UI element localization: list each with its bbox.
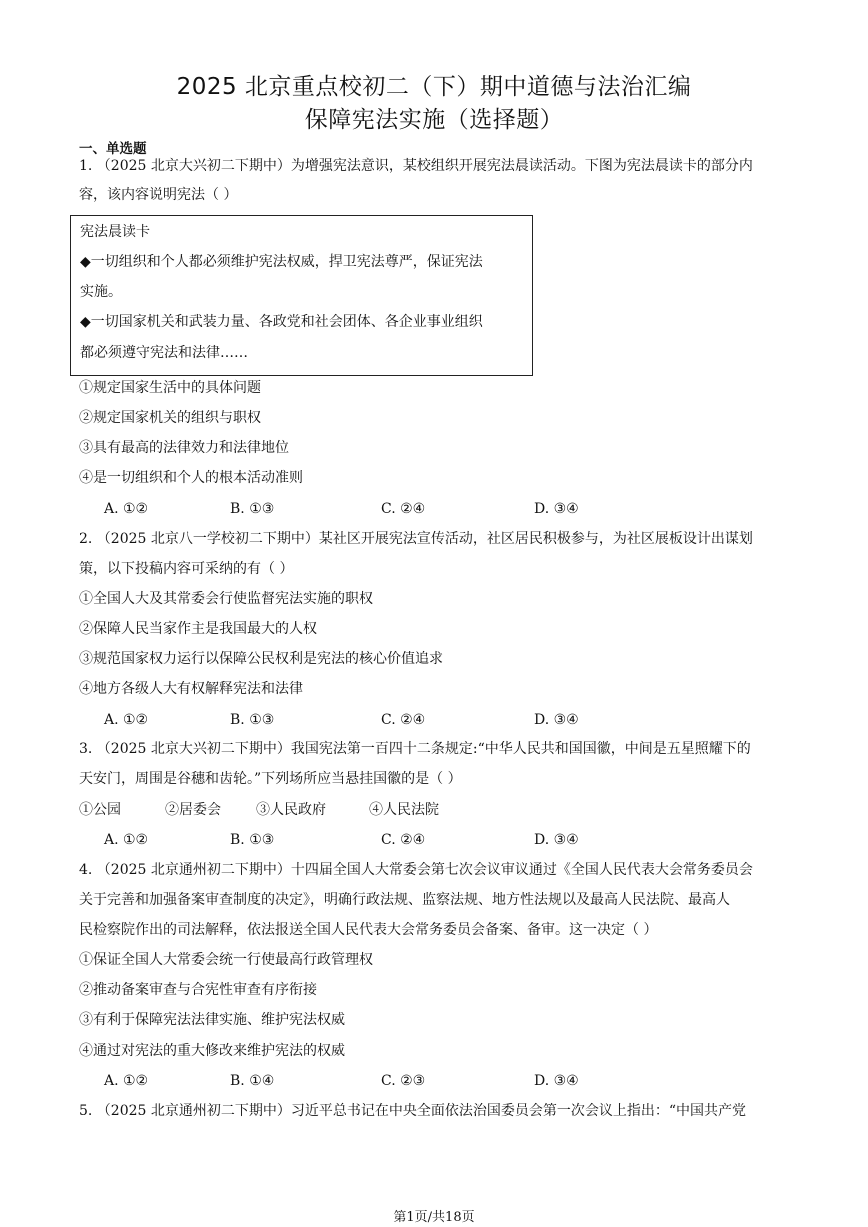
option-a[interactable]: A. ①② [104, 501, 149, 517]
document-subtitle: 保障宪法实施（选择题） [304, 107, 564, 133]
statement: ①公园 [79, 802, 121, 818]
question-stem: 4. （2025 北京通州初二下期中）十四届全国人大常委会第七次会议审议通过《全国人民代表大会常务委员会 [79, 862, 753, 878]
page-footer: 第1页/共18页 [393, 1210, 475, 1225]
reading-card-line: 都必须遵守宪法和法律…… [80, 345, 248, 361]
question-stem: 2. （2025 北京八一学校初二下期中）某社区开展宪法宣传活动，社区居民积极参与，为社区展板设计出谋划 [79, 531, 753, 547]
question-stem: 容，该内容说明宪法（ ） [79, 187, 238, 203]
section-heading: 一、单选题 [79, 141, 147, 157]
option-a[interactable]: A. ①② [104, 832, 149, 848]
reading-card-line: ◆一切国家机关和武装力量、各政党和社会团体、各企业事业组织 [80, 314, 483, 330]
option-c[interactable]: C. ②④ [381, 832, 426, 848]
statement: ②居委会 [165, 802, 221, 818]
statement: ③有利于保障宪法法律实施、维护宪法权威 [79, 1012, 345, 1028]
question-stem: 关于完善和加强备案审查制度的决定》，明确行政法规、监察法规、地方性法规以及最高人民法院、最高人 [79, 892, 730, 908]
option-d[interactable]: D. ③④ [534, 501, 579, 517]
document-title: 2025 北京重点校初二（下）期中道德与法治汇编 [176, 74, 692, 100]
option-b[interactable]: B. ①④ [230, 1073, 275, 1089]
option-a[interactable]: A. ①② [104, 1073, 149, 1089]
statement: ②保障人民当家作主是我国最大的人权 [79, 621, 317, 637]
question-stem: 5. （2025 北京通州初二下期中）习近平总书记在中央全面依法治国委员会第一次会议上指出：“中国共产党 [79, 1103, 747, 1119]
statement: ④人民法院 [369, 802, 439, 818]
option-c[interactable]: C. ②③ [381, 1073, 426, 1089]
question-stem: 天安门，周围是谷穗和齿轮。”下列场所应当悬挂国徽的是（ ） [79, 771, 462, 787]
question-stem: 民检察院作出的司法解释，依法报送全国人民代表大会常务委员会备案、备审。这一决定（ ） [79, 922, 658, 938]
reading-card-line: 实施。 [80, 284, 122, 300]
statement: ②规定国家机关的组织与职权 [79, 410, 261, 426]
option-d[interactable]: D. ③④ [534, 1073, 579, 1089]
statement: ①全国人大及其常委会行使监督宪法实施的职权 [79, 591, 373, 607]
statement: ①规定国家生活中的具体问题 [79, 380, 261, 396]
statement: ②推动备案审查与合宪性审查有序衔接 [79, 982, 317, 998]
option-d[interactable]: D. ③④ [534, 832, 579, 848]
statement: ③人民政府 [256, 802, 326, 818]
question-stem: 3. （2025 北京大兴初二下期中）我国宪法第一百四十二条规定:“中华人民共和国国徽，中间是五星照耀下的 [79, 741, 751, 757]
option-d[interactable]: D. ③④ [534, 712, 579, 728]
statement: ④是一切组织和个人的根本活动准则 [79, 470, 303, 486]
statement: ③具有最高的法律效力和法律地位 [79, 440, 289, 456]
statement: ③规范国家权力运行以保障公民权利是宪法的核心价值追求 [79, 651, 443, 667]
statement: ④通过对宪法的重大修改来维护宪法的权威 [79, 1043, 345, 1059]
option-a[interactable]: A. ①② [104, 712, 149, 728]
option-b[interactable]: B. ①③ [230, 832, 275, 848]
statement: ①保证全国人大常委会统一行使最高行政管理权 [79, 952, 373, 968]
option-c[interactable]: C. ②④ [381, 501, 426, 517]
option-c[interactable]: C. ②④ [381, 712, 426, 728]
question-stem: 1. （2025 北京大兴初二下期中）为增强宪法意识，某校组织开展宪法晨读活动。下图为宪法晨读卡的部分内 [79, 158, 753, 174]
reading-card-heading: 宪法晨读卡 [80, 224, 150, 240]
reading-card [70, 215, 533, 376]
option-b[interactable]: B. ①③ [230, 712, 275, 728]
reading-card-line: ◆一切组织和个人都必须维护宪法权威，捍卫宪法尊严，保证宪法 [80, 254, 483, 270]
statement: ④地方各级人大有权解释宪法和法律 [79, 681, 303, 697]
question-stem: 策，以下投稿内容可采纳的有（ ） [79, 561, 294, 577]
option-b[interactable]: B. ①③ [230, 501, 275, 517]
